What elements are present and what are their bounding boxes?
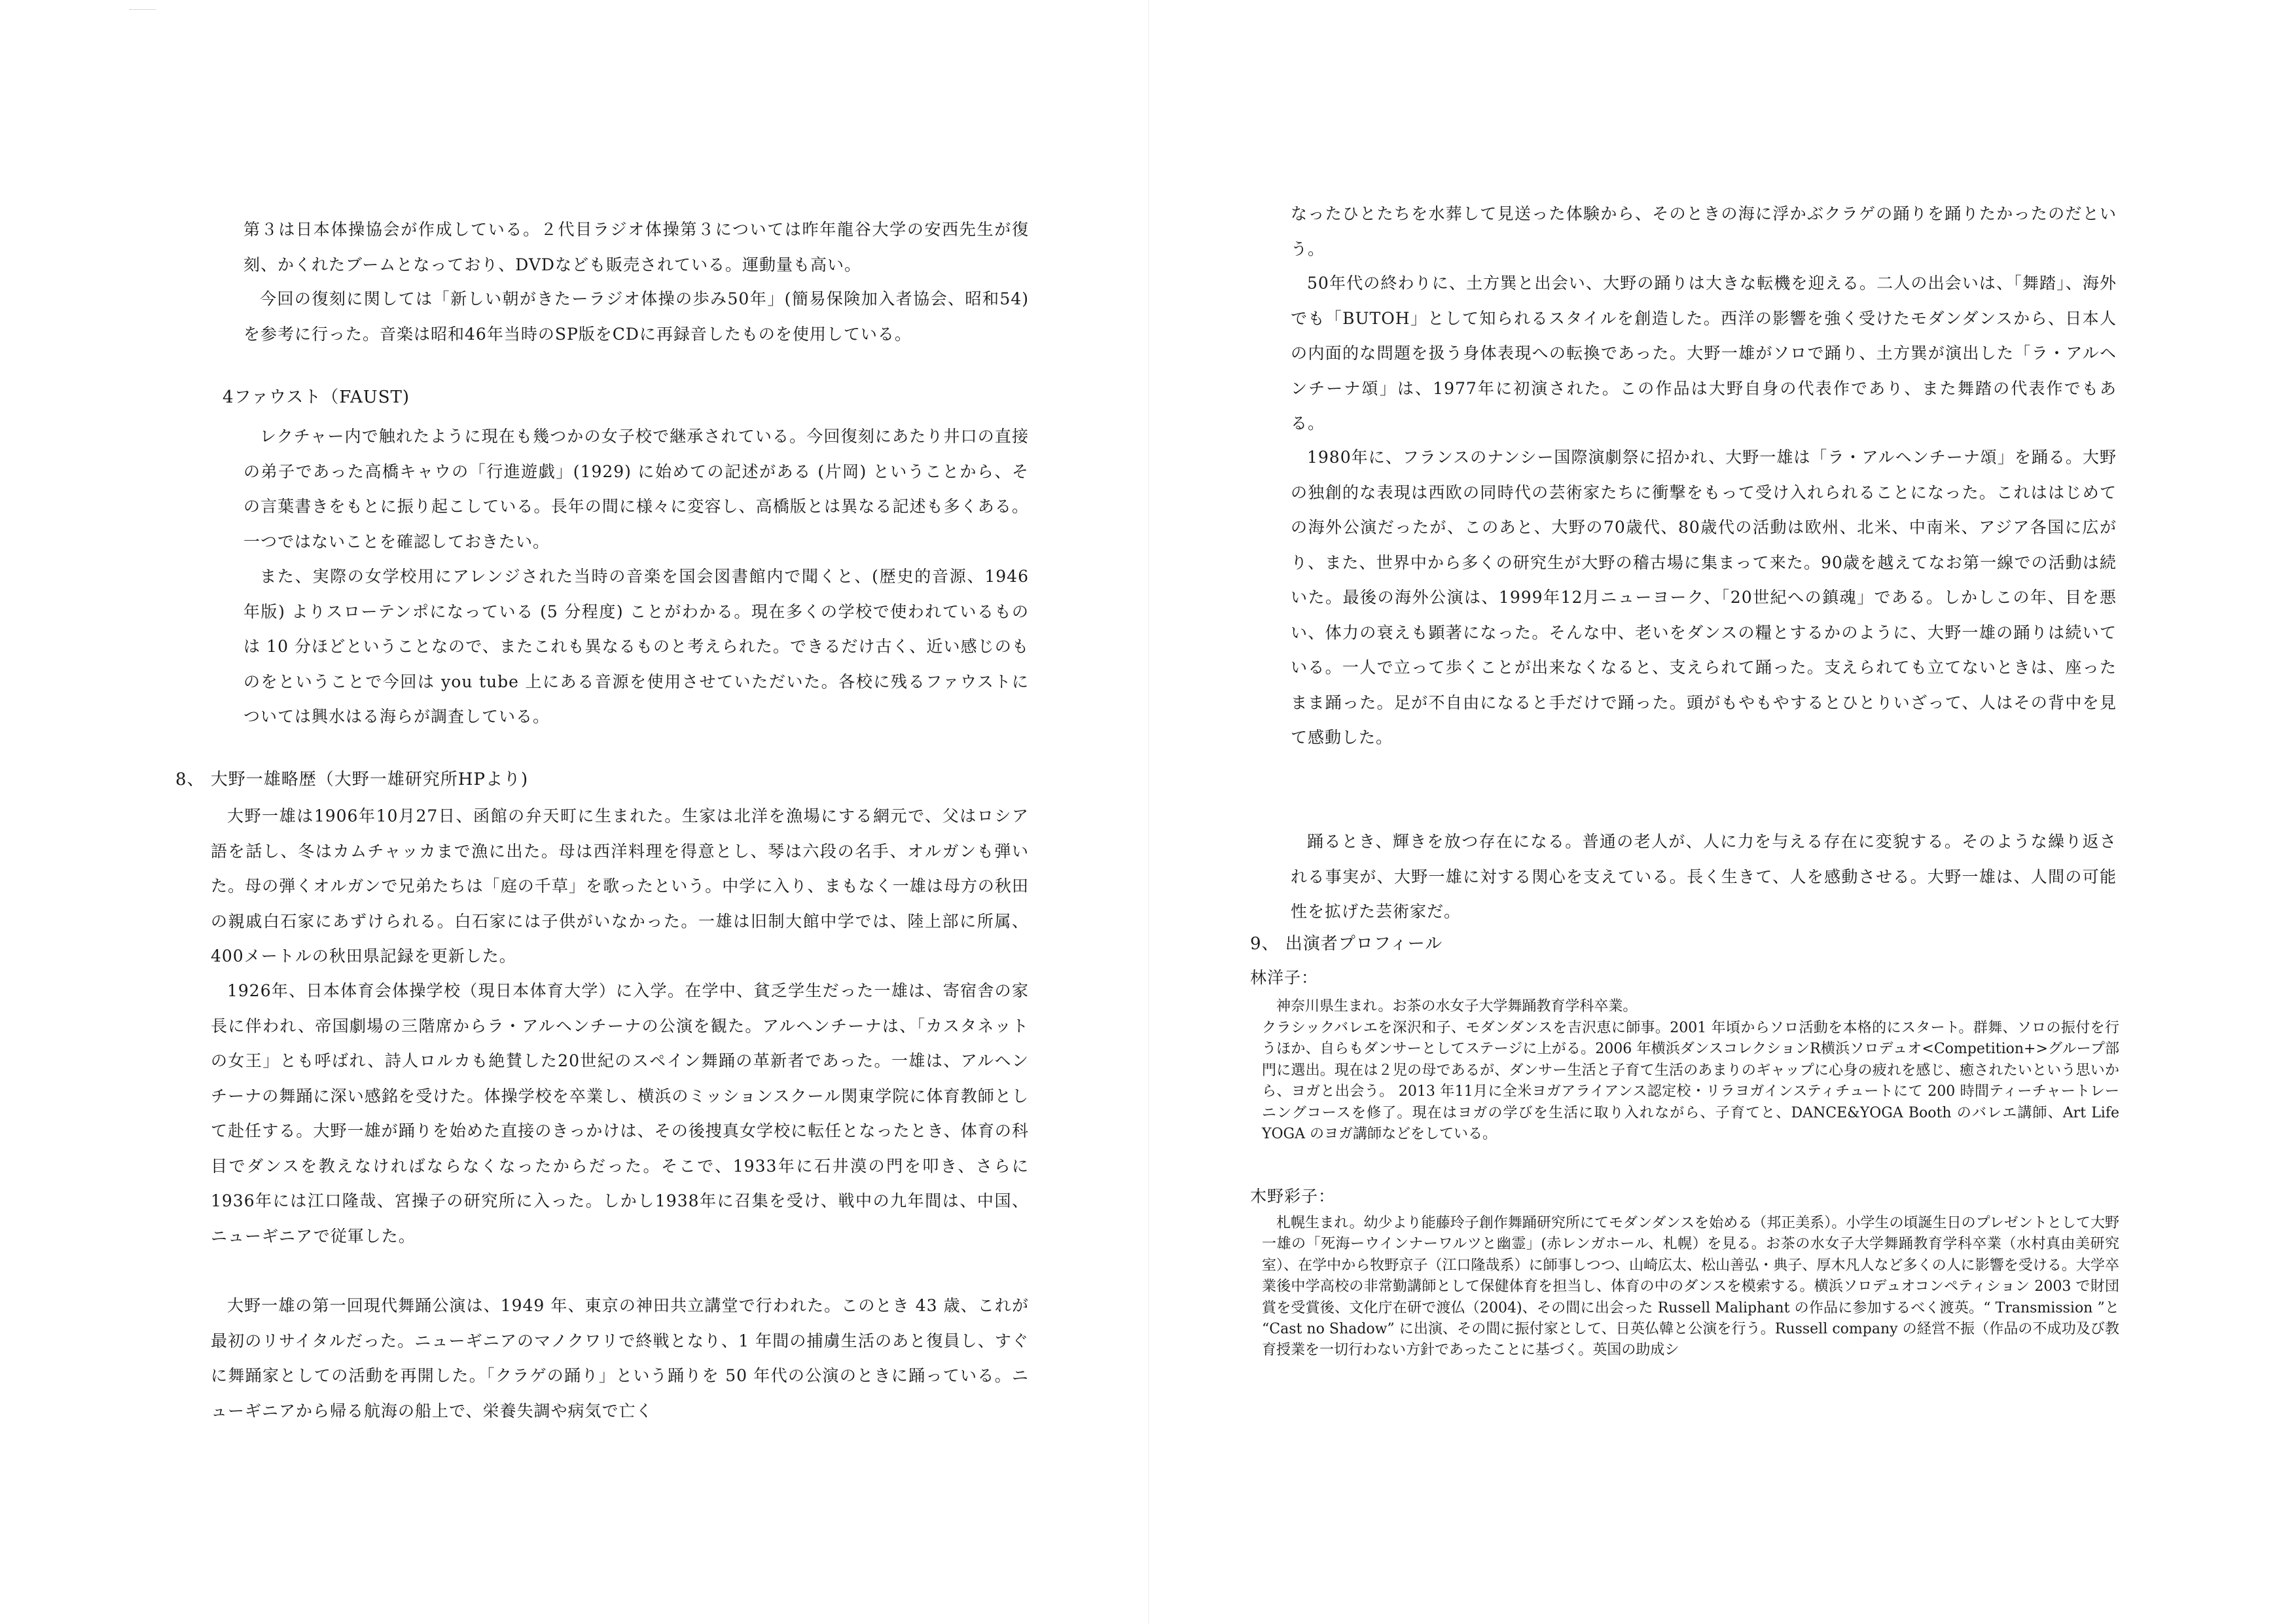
biography-paragraph-1: 大野一雄は1906年10月27日、函館の弁天町に生まれた。生家は北洋を漁場にする網元で、父はロシア語を話し、冬はカムチャッカまで漁に出た。母は西洋料理を得意とし、琴は六段の名手、オルガンも弾いた。母の弾くオルガンで兄弟たちは「庭の千草」を歌ったという。中学に入り、まもなく一雄は母方の秋田の親戚白石家にあずけられる。白石家には子供がいなかった。一雄は旧制大館中学では、陸上部に所属、400メートルの秋田県記録を更新した。: [211, 806, 1029, 965]
faust-heading: 4ファウスト（FAUST): [223, 388, 410, 407]
section-9-heading: 9、 出演者プロフィール: [1250, 934, 1443, 954]
biography-paragraph-3: 大野一雄の第一回現代舞踊公演は、1949 年、東京の神田共立講堂で行われた。このとき 43 歳、これが最初のリサイタルだった。ニューギニアのマノクワリで終戦となり、1 年間の捕虜生活のあと復員し、すぐに舞踊家としての活動を再開した。「クラゲの踊り」という踊りを 50 年代の公演のときに踊っている。ニューギニアから帰る航海の船上で、栄養失調や病気で亡く: [211, 1296, 1029, 1420]
right-page: [1149, 0, 2296, 1624]
performer-hayashi-bio: クラシックバレエを深沢和子、モダンダンスを吉沢恵に師事。2001 年頃からソロ活動を本格的にスタート。群舞、ソロの振付を行うほか、自らもダンサーとしてステージに上がる。2006 年横浜ダンスコレクションR横浜ソロデュオ<Competition+>グループ部門に選出。現在は２児の母であるが、ダンサー生活と子育て生活のあまりのギャップに心身の疲れを感じ、癒されたいという思いから、ヨガと出会う。 2013 年11月に全米ヨガアライアンス認定校・リラヨガインスティチュートにて 200 時間ティーチャートレーニングコースを修了。現在はヨガの学びを生活に取り入れながら、子育てと、DANCE&YOGA Booth のバレエ講師、Art Life YOGA のヨガ講師などをしている。: [1262, 1020, 2119, 1143]
biography-continuation: なったひとたちを水葬して見送った体験から、そのときの海に浮かぶクラゲの踊りを踊りたかったのだという。: [1291, 204, 2117, 259]
faust-paragraph-1: レクチャー内で触れたように現在も幾つかの女子校で継承されている。今回復刻にあたり井口の直接の弟子であった高橋キャウの「行進遊戯」(1929) に始めての記述がある (片岡) ということから、その言葉書きをもとに振り起こしている。長年の間に様々に変容し、高橋版とは異なる記述も多くある。一つではないことを確認しておきたい。: [243, 427, 1029, 551]
section-8-heading: 8、 大野一雄略歴（大野一雄研究所HPより): [175, 770, 529, 789]
biography-paragraph-5: 1980年に、フランスのナンシー国際演劇祭に招かれ、大野一雄は「ラ・アルヘンチーナ頌」を踊る。大野の独創的な表現は西欧の同時代の芸術家たちに衝撃をもって受け入れられることになった。これははじめての海外公演だったが、このあと、大野の70歳代、80歳代の活動は欧州、北米、中南米、アジア各国に広がり、また、世界中から多くの研究生が大野の稽古場に集まって来た。90歳を越えてなお第一線での活動は続いた。最後の海外公演は、1999年12月ニューヨーク、「20世紀への鎮魂」である。しかしこの年、目を悪い、体力の衰えも顕著になった。そんな中、老いをダンスの糧とするかのように、大野一雄の踊りは続いている。一人で立って歩くことが出来なくなると、支えられて踊った。支えられても立てないときは、座ったまま踊った。足が不自由になると手だけで踊った。頭がもやもやするとひとりいざって、人はその背中を見て感動した。: [1291, 448, 2117, 747]
performer-kino-bio: 札幌生まれ。幼少より能藤玲子創作舞踊研究所にてモダンダンスを始める（邦正美系）。小学生の頃誕生日のプレゼントとして大野一雄の「死海ーウインナーワルツと幽霊」(赤レンガホール、札幌）を見る。お茶の水女子大学舞踊教育学科卒業（水村真由美研究室）、在学中から牧野京子（江口隆哉系）に師事しつつ、山崎広太、松山善弘・典子、厚木凡人など多くの人に影響を受ける。大学卒業後中学高校の非常勤講師として保健体育を担当し、体育の中のダンスを模索する。横浜ソロデュオコンペティション 2003 で財団賞を受賞後、文化庁在研で渡仏（2004)、その間に出会った Russell Maliphant の作品に参加するべく渡英。“ Transmission ”と “Cast no Shadow” に出演、その間に振付家として、日英仏韓と公演を行う。Russell company の経営不振（作品の不成功及び教育授業を一切行わない方針であったことに基づく。英国の助成シ: [1262, 1215, 2119, 1359]
performer-hayashi-intro: 神奈川県生まれ。お茶の水女子大学舞踊教育学科卒業。: [1276, 998, 1638, 1015]
biography-paragraph-2: 1926年、日本体育会体操学校（現日本体育大学）に入学。在学中、貧乏学生だった一雄は、寄宿舎の家長に伴われ、帝国劇場の三階席からラ・アルヘンチーナの公演を観た。アルヘンチーナは、「カスタネットの女王」とも呼ばれ、詩人ロルカも絶賛した20世紀のスペイン舞踊の革新者であった。一雄は、アルヘンチーナの舞踊に深い感銘を受けた。体操学校を卒業し、横浜のミッションスクール関東学院に体育教師として赴任する。大野一雄が踊りを始めた直接のきっかけは、その後捜真女学校に転任となったとき、体育の科目でダンスを教えなければならなくなったからだった。そこで、1933年に石井漠の門を叩き、さらに1936年には江口隆哉、宮操子の研究所に入った。しかし1938年に召集を受け、戦中の九年間は、中国、ニューギニアで従軍した。: [211, 981, 1029, 1246]
biography-paragraph-6: 踊るとき、輝きを放つ存在になる。普通の老人が、人に力を与える存在に変貌する。そのような繰り返される事実が、大野一雄に対する関心を支えている。長く生きて、人を感動させる。大野一雄は、人間の可能性を拡げた芸術家だ。: [1291, 832, 2117, 921]
biography-paragraph-4: 50年代の終わりに、土方巽と出会い、大野の踊りは大きな転機を迎える。二人の出会いは、「舞踏」、海外でも「BUTOH」として知られるスタイルを創造した。西洋の影響を強く受けたモダンダンスから、日本人の内面的な問題を扱う身体表現への転換であった。大野一雄がソロで踊り、土方巽が演出した「ラ・アルヘンチーナ頌」は、1977年に初演された。この作品は大野自身の代表作であり、また舞踏の代表作でもある。: [1291, 274, 2117, 433]
performer-name-kino: 木野彩子：: [1250, 1187, 1336, 1206]
restoration-paragraph: 今回の復刻に関しては「新しい朝がきたーラジオ体操の歩み50年」(簡易保険加入者協会、昭和54) を参考に行った。音楽は昭和46年当時のSP版をCDに再録音したものを使用している。: [243, 289, 1029, 344]
radio-exercise-paragraph: 第３は日本体操協会が作成している。２代目ラジオ体操第３については昨年龍谷大学の安西先生が復刻、かくれたブームとなっており、DVDなども販売されている。運動量も高い。: [243, 220, 1029, 274]
performer-name-hayashi: 林洋子：: [1250, 968, 1319, 987]
faust-paragraph-2: また、実際の女学校用にアレンジされた当時の音楽を国会図書館内で聞くと、(歴史的音源、1946 年版) よりスローテンポになっている (5 分程度) ことがわかる。現在多くの学校で使われているものは 10 分ほどということなので、またこれも異なるものと考えられた。できるだけ古く、近い感じのものをということで今回は you tube 上にある音源を使用させていただいた。各校に残るファウストについては興水はる海らが調査している。: [243, 567, 1029, 726]
